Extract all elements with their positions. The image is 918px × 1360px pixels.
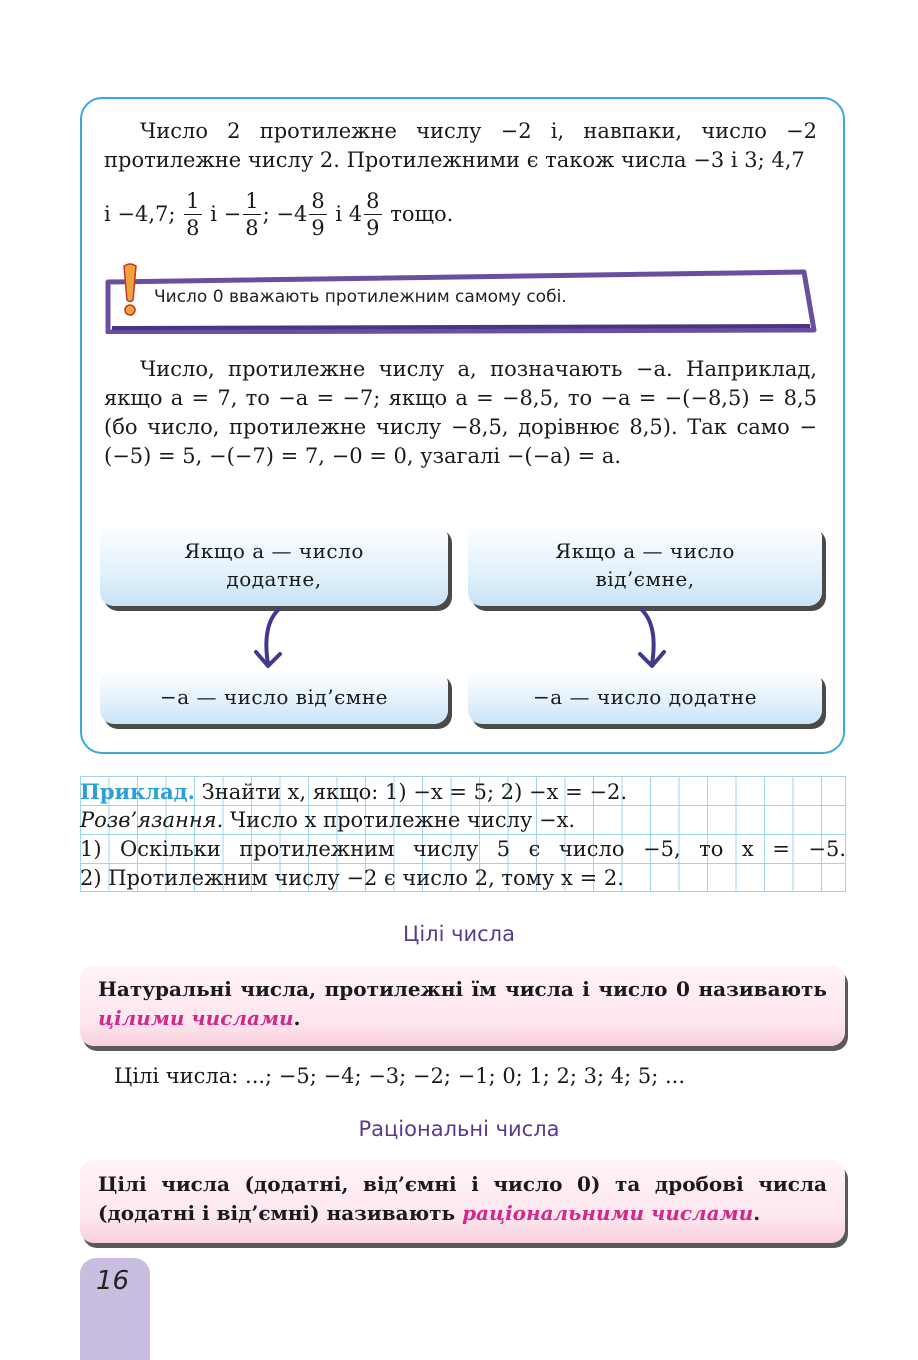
- page-number: 16: [96, 1266, 130, 1296]
- scheme-top-right-line2: від’ємне,: [595, 567, 695, 591]
- frac-line-end: тощо.: [390, 202, 454, 226]
- example-line-3: 1) Оскільки протилежним числу 5 є число −5, то x = −5.: [80, 837, 846, 861]
- fraction-one-eighth: $\frac{1}{8}$: [186, 188, 200, 240]
- frac-line-start: і −4,7;: [104, 202, 176, 226]
- fractions-line: [104, 183, 453, 245]
- scheme-result-positive: [468, 670, 822, 724]
- arrow-down-left-icon: [250, 608, 290, 670]
- term-integers: цілими числами: [98, 1006, 294, 1030]
- heading-rationals: Раціональні числа: [358, 1117, 560, 1141]
- example-solution-line: [80, 806, 846, 835]
- heading-integers: Цілі числа: [403, 922, 515, 946]
- example-task: Знайти x, якщо: 1) −x = 5; 2) −x = −2.: [194, 780, 628, 804]
- example-label: Приклад.: [80, 779, 195, 804]
- note-callout: [104, 268, 817, 334]
- scheme-top-right-line1: Якщо a — число: [555, 539, 735, 563]
- paragraph-opposite-numbers: Число 2 протилежне числу −2 і, навпаки, число −2 протилежне числу 2. Протилежними є також числа −3 і 3; 4,7: [104, 119, 817, 172]
- scheme-top-left-line1: Якщо a — число: [184, 539, 364, 563]
- frac-line-mid1: і −: [210, 202, 242, 226]
- scheme-result-negative: [100, 670, 448, 724]
- scheme-top-left-line2: додатне,: [226, 567, 322, 591]
- fraction-eight-ninths: $\frac{8}{9}$: [366, 188, 380, 240]
- fraction-one-eighth-neg: $\frac{1}{8}$: [245, 188, 259, 240]
- solution-label: Розв’язання.: [80, 808, 224, 832]
- example-task-line: [80, 777, 846, 806]
- paragraph-notation: Число, протилежне числу a, позначають −a. Наприклад, якщо a = 7, то −a = −7; якщо a = −8,5, то −a = −(−8,5) = 8,5 (бо число, протилежне числу −8,5, дорівнює 8,5). Так само −(−5) = 5, −(−7) = 7, −0 = 0, узагалі −(−a) = a.: [104, 357, 817, 468]
- note-text: Число 0 вважають протилежним самому собі.: [154, 287, 567, 307]
- exclamation-icon: [118, 260, 144, 320]
- term-rationals: раціональними числами: [462, 1201, 754, 1225]
- arrow-down-right-icon: [632, 608, 672, 670]
- integers-list: Цілі числа: ...; −5; −4; −3; −2; −1; 0; 1; 2; 3; 4; 5; ...: [114, 1064, 686, 1088]
- scheme-if-positive: [100, 524, 448, 606]
- scheme-bottom-right: −a — число додатне: [532, 685, 758, 709]
- scheme-if-negative: [468, 524, 822, 606]
- solution-text: Число x протилежне числу −x.: [223, 808, 576, 832]
- frac-line-mid2: ; −4: [262, 202, 308, 226]
- scheme-bottom-left: −a — число від’ємне: [159, 685, 388, 709]
- definition-rationals: Цілі числа (додатні, від’ємні і число 0) та дробові числа (додатні і від’ємні) називають раціональними числами.: [80, 1160, 845, 1243]
- example-line-4: 2) Протилежним числу −2 є число 2, тому x = 2.: [80, 866, 624, 890]
- definition-integers: Натуральні числа, протилежні їм числа і число 0 називають цілими числами.: [80, 965, 845, 1046]
- fraction-eight-ninths-neg: $\frac{8}{9}$: [311, 188, 325, 240]
- frac-line-mid3: і 4: [335, 202, 363, 226]
